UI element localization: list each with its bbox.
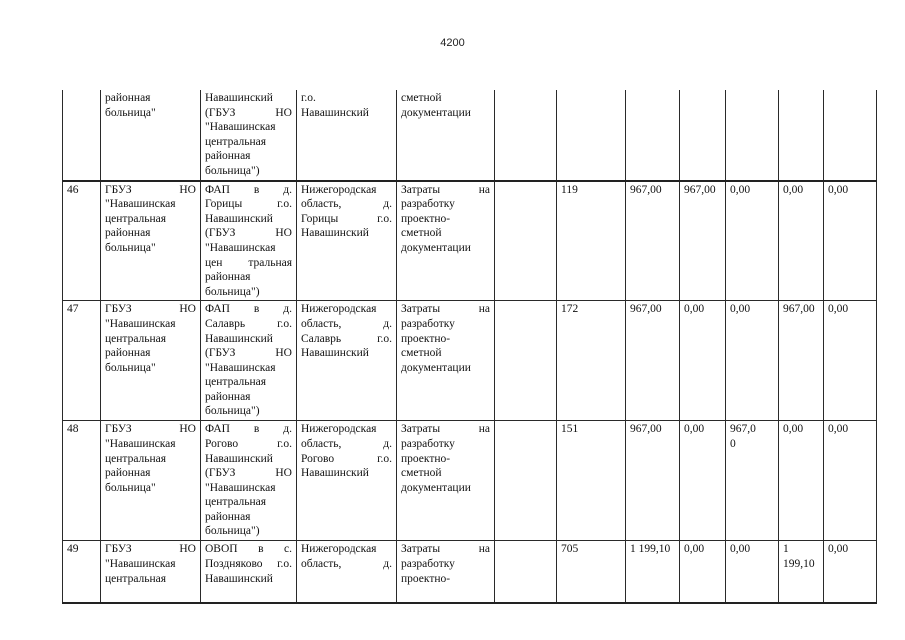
cell-c5-value: 151 — [561, 423, 579, 436]
cell-object — [201, 181, 297, 301]
cell-organization-line: "Навашинская — [105, 557, 176, 570]
cell-number-value: 48 — [67, 423, 79, 436]
cell-c8-value: 0 — [730, 437, 736, 450]
cell-address — [297, 421, 397, 541]
cell-object-line: районная — [205, 271, 251, 284]
cell-purpose — [397, 90, 495, 181]
cell-organization-line: районная — [105, 467, 151, 480]
cell-c9 — [779, 181, 824, 301]
cell-purpose — [397, 181, 495, 301]
cell-object-line: Салаврь г.о. — [205, 317, 292, 330]
cell-purpose-line: разработку — [401, 317, 455, 330]
cell-object-line: ФАП в д. — [205, 303, 292, 316]
cell-object-line: больница") — [205, 164, 260, 177]
cell-c8 — [726, 90, 779, 181]
table-row — [63, 90, 877, 181]
cell-c9-value: 199,10 — [783, 557, 815, 570]
cell-c7-value: 0,00 — [684, 303, 705, 316]
cell-object-line: больница") — [205, 285, 260, 298]
cell-purpose-line: сметной — [401, 347, 442, 360]
cell-organization-line: центральная — [105, 212, 167, 225]
cell-c7-value: 967,00 — [684, 183, 716, 196]
table-row — [63, 541, 877, 603]
cell-c7 — [680, 541, 726, 603]
cell-purpose-line: сметной — [401, 92, 442, 104]
cell-organization-line: больница" — [105, 361, 156, 374]
cell-organization-line: "Навашинская — [105, 437, 176, 450]
cell-c5 — [557, 181, 626, 301]
cell-organization-line: ГБУЗ НО — [105, 303, 196, 316]
cell-organization-line: "Навашинская — [105, 198, 176, 211]
cell-organization-line: районная — [105, 227, 151, 240]
cell-c9-value: 1 — [783, 543, 789, 556]
page-number: 4200 — [440, 37, 465, 49]
cell-organization-line: центральная — [105, 332, 167, 345]
cell-object-line: центральная — [205, 376, 267, 389]
cell-object-line: больница") — [205, 525, 260, 538]
cell-address-line: Навашинский — [301, 227, 369, 240]
cell-c10-value: 0,00 — [828, 543, 849, 556]
cell-object-line: больница") — [205, 405, 260, 418]
cell-organization — [101, 301, 201, 421]
cell-c8 — [726, 301, 779, 421]
cell-object-line: центральная — [205, 496, 267, 509]
cell-c6 — [626, 301, 680, 421]
cell-organization — [101, 90, 201, 181]
cell-c9 — [779, 541, 824, 603]
cell-c6 — [626, 181, 680, 301]
table-row — [63, 421, 877, 541]
cell-c8-value: 0,00 — [730, 543, 751, 556]
table-row — [63, 301, 877, 421]
table-row — [63, 181, 877, 301]
cell-address — [297, 541, 397, 603]
cell-address-line: область, д. — [301, 317, 392, 330]
cell-object-line: "Навашинская — [205, 481, 276, 494]
cell-object-line: Навашинский — [205, 92, 273, 104]
cell-object-line: (ГБУЗ НО — [205, 106, 292, 119]
cell-object-line: Навашинский — [205, 452, 273, 465]
cell-c10 — [824, 301, 877, 421]
cell-purpose-line: сметной — [401, 467, 442, 480]
cell-object-line: "Навашинская — [205, 121, 276, 134]
cell-purpose-line: разработку — [401, 198, 455, 211]
cell-c9-value: 967,00 — [783, 303, 815, 316]
cell-object-line: Навашинский — [205, 572, 273, 585]
cell-c8-value: 967,0 — [730, 423, 756, 436]
cell-c7-value: 0,00 — [684, 543, 705, 556]
cell-purpose-line: Затраты на — [401, 303, 490, 316]
cell-purpose-line: Затраты на — [401, 423, 490, 436]
cell-number-value: 47 — [67, 303, 79, 316]
cell-c7-value: 0,00 — [684, 423, 705, 436]
cell-c6-value: 1 199,10 — [630, 543, 671, 556]
cell-number-value: 49 — [67, 543, 79, 556]
cell-object-line: "Навашинская — [205, 361, 276, 374]
cell-organization-line: больница" — [105, 241, 156, 254]
cell-address-line: область, д. — [301, 557, 392, 570]
cell-address-line: Горицы г.о. — [301, 212, 392, 225]
cell-purpose-line: документации — [401, 481, 471, 494]
cell-organization-line: "Навашинская — [105, 317, 176, 330]
cell-organization — [101, 181, 201, 301]
cell-address-line: Салаврь г.о. — [301, 332, 392, 345]
cell-purpose-line: документации — [401, 241, 471, 254]
cell-c9 — [779, 301, 824, 421]
cell-c10 — [824, 421, 877, 541]
cell-c9-value: 0,00 — [783, 183, 804, 196]
cell-address-line: Навашинский — [301, 347, 369, 360]
cell-number — [63, 90, 101, 181]
cell-c8-value: 0,00 — [730, 303, 751, 316]
budget-table — [62, 90, 877, 604]
cell-address-line: Навашинский — [301, 106, 369, 119]
cell-c9-value: 0,00 — [783, 423, 804, 436]
cell-object-line: районная — [205, 390, 251, 403]
cell-purpose-line: Затраты на — [401, 543, 490, 556]
cell-address-line: Рогово г.о. — [301, 452, 392, 465]
cell-object-line: Поздняково г.о. — [205, 557, 292, 570]
cell-c7 — [680, 421, 726, 541]
cell-empty — [495, 301, 557, 421]
cell-object-line: ФАП в д. — [205, 423, 292, 436]
cell-purpose-line: документации — [401, 361, 471, 374]
cell-object-line: цен тральная — [205, 256, 292, 269]
cell-address — [297, 90, 397, 181]
cell-purpose-line: проектно- — [401, 572, 451, 585]
cell-empty — [495, 421, 557, 541]
cell-organization-line: больница" — [105, 481, 156, 494]
cell-organization-line: районная — [105, 92, 151, 104]
cell-c10 — [824, 90, 877, 181]
cell-c10-value: 0,00 — [828, 303, 849, 316]
cell-address-line: г.о. — [301, 92, 316, 104]
cell-c10-value: 0,00 — [828, 183, 849, 196]
cell-c6-value: 967,00 — [630, 423, 662, 436]
cell-empty — [495, 90, 557, 181]
cell-number — [63, 181, 101, 301]
cell-c7 — [680, 301, 726, 421]
cell-object-line: Горицы г.о. — [205, 198, 292, 211]
cell-address-line: Нижегородская — [301, 423, 377, 436]
cell-purpose-line: проектно- — [401, 452, 451, 465]
cell-c9 — [779, 421, 824, 541]
cell-organization-line: центральная — [105, 572, 167, 585]
cell-object — [201, 301, 297, 421]
cell-number — [63, 421, 101, 541]
cell-object-line: Навашинский — [205, 212, 273, 225]
cell-c6 — [626, 90, 680, 181]
cell-purpose-line: проектно- — [401, 332, 451, 345]
cell-object-line: районная — [205, 150, 251, 163]
cell-object-line: (ГБУЗ НО — [205, 347, 292, 360]
cell-address-line: Нижегородская — [301, 183, 377, 196]
cell-c10 — [824, 181, 877, 301]
cell-object-line: (ГБУЗ НО — [205, 467, 292, 480]
cell-object-line: "Навашинская — [205, 241, 276, 254]
cell-object — [201, 421, 297, 541]
cell-organization-line: ГБУЗ НО — [105, 423, 196, 436]
cell-purpose-line: документации — [401, 106, 471, 119]
cell-purpose-line: Затраты на — [401, 183, 490, 196]
cell-c5-value: 172 — [561, 303, 579, 316]
cell-c8 — [726, 541, 779, 603]
cell-purpose — [397, 301, 495, 421]
cell-c10-value: 0,00 — [828, 423, 849, 436]
cell-c8 — [726, 181, 779, 301]
cell-c5-value: 119 — [561, 183, 578, 196]
cell-organization — [101, 541, 201, 603]
cell-c5 — [557, 541, 626, 603]
cell-address — [297, 181, 397, 301]
cell-object — [201, 90, 297, 181]
cell-organization — [101, 421, 201, 541]
cell-object-line: Навашинский — [205, 332, 273, 345]
cell-c6 — [626, 541, 680, 603]
cell-purpose — [397, 421, 495, 541]
cell-organization-line: ГБУЗ НО — [105, 183, 196, 196]
cell-c6-value: 967,00 — [630, 183, 662, 196]
cell-address-line: Нижегородская — [301, 303, 377, 316]
cell-c5 — [557, 421, 626, 541]
cell-organization-line: центральная — [105, 452, 167, 465]
cell-empty — [495, 181, 557, 301]
cell-purpose-line: разработку — [401, 437, 455, 450]
cell-address-line: Нижегородская — [301, 543, 377, 556]
cell-c7 — [680, 181, 726, 301]
cell-c9 — [779, 90, 824, 181]
cell-address-line: Навашинский — [301, 467, 369, 480]
cell-object-line: центральная — [205, 135, 267, 148]
cell-address-line: область, д. — [301, 437, 392, 450]
cell-c5 — [557, 90, 626, 181]
cell-object-line: Рогово г.о. — [205, 437, 292, 450]
cell-c5-value: 705 — [561, 543, 579, 556]
cell-c10 — [824, 541, 877, 603]
cell-c7 — [680, 90, 726, 181]
cell-address — [297, 301, 397, 421]
cell-number — [63, 541, 101, 603]
cell-c6 — [626, 421, 680, 541]
cell-object-line: (ГБУЗ НО — [205, 227, 292, 240]
cell-organization-line: ГБУЗ НО — [105, 543, 196, 556]
cell-object-line: ОВОП в с. — [205, 543, 292, 556]
cell-object-line: ФАП в д. — [205, 183, 292, 196]
cell-object-line: районная — [205, 510, 251, 523]
table-body — [63, 90, 877, 603]
cell-organization-line: больница" — [105, 106, 156, 119]
cell-address-line: область, д. — [301, 198, 392, 211]
cell-purpose-line: сметной — [401, 227, 442, 240]
cell-empty — [495, 541, 557, 603]
cell-purpose-line: проектно- — [401, 212, 451, 225]
cell-organization-line: районная — [105, 347, 151, 360]
cell-c5 — [557, 301, 626, 421]
cell-purpose — [397, 541, 495, 603]
cell-number-value: 46 — [67, 183, 79, 196]
cell-number — [63, 301, 101, 421]
cell-c8-value: 0,00 — [730, 183, 751, 196]
cell-purpose-line: разработку — [401, 557, 455, 570]
cell-object — [201, 541, 297, 603]
cell-c8 — [726, 421, 779, 541]
cell-c6-value: 967,00 — [630, 303, 662, 316]
